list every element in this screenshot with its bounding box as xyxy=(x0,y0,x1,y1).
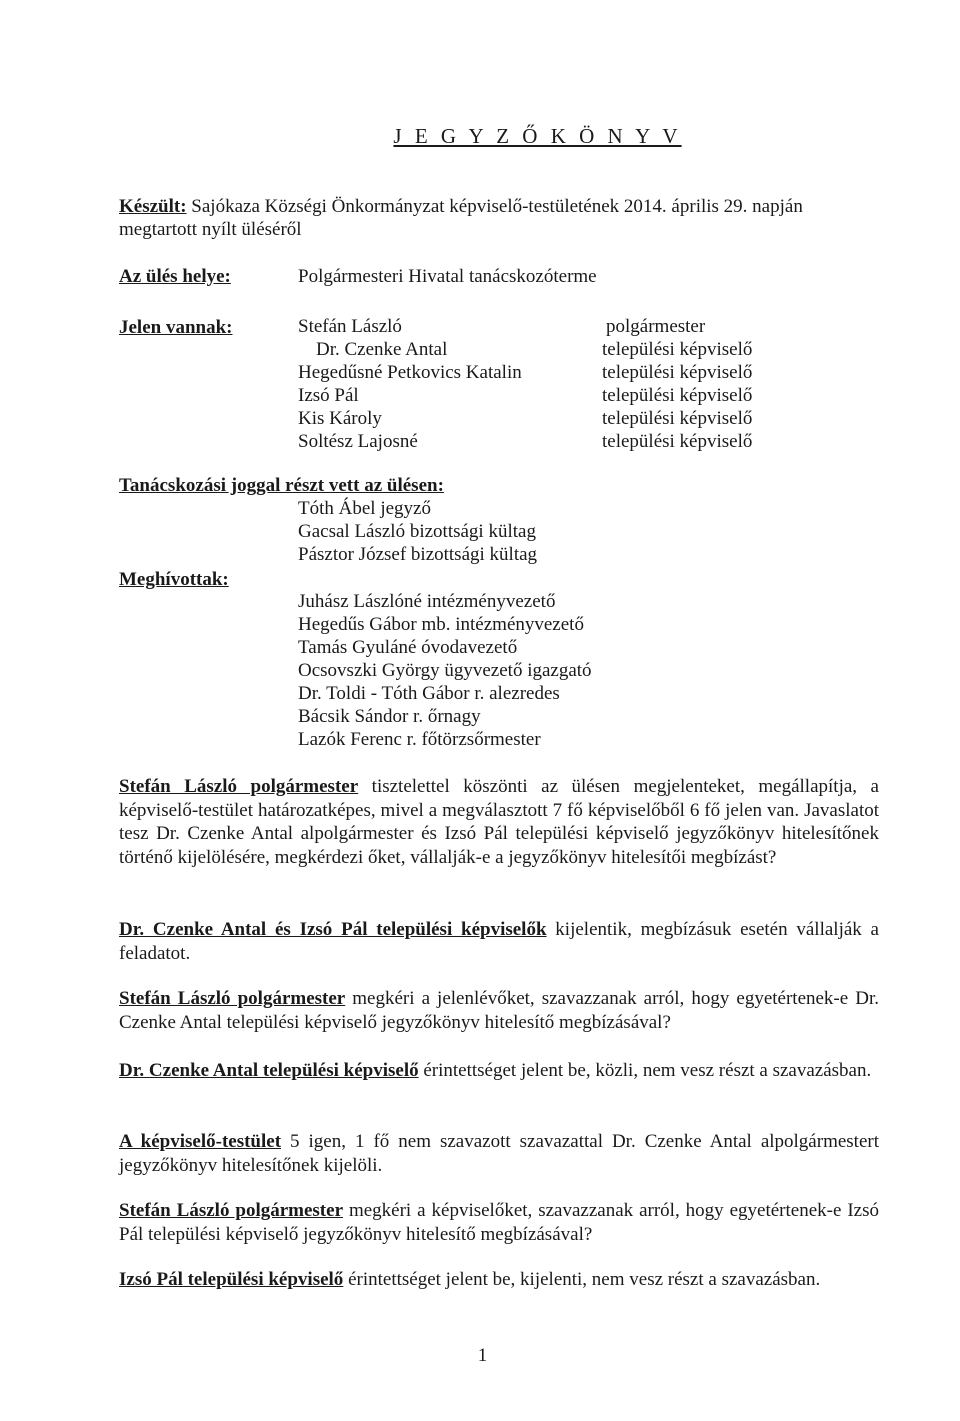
list-item: Tamás Gyuláné óvodavezető xyxy=(298,637,518,658)
jelen-roles xyxy=(602,315,752,453)
jelen-label: Jelen vannak: xyxy=(119,317,233,338)
paragraph xyxy=(119,1059,879,1083)
page-number: 1 xyxy=(477,1345,488,1366)
list-item: Dr. Toldi - Tóth Gábor r. alezredes xyxy=(298,683,560,704)
member-role: települési képviselő xyxy=(602,431,753,452)
speaker: Izsó Pál települési képviselő xyxy=(119,1269,344,1290)
list-item: Juhász Lászlóné intézményvezető xyxy=(298,591,556,612)
speaker: Dr. Czenke Antal és Izsó Pál települési képviselők xyxy=(119,919,547,940)
member-name: Kis Károly xyxy=(298,408,382,429)
speaker: Stefán László polgármester xyxy=(119,1200,344,1221)
list-item: Ocsovszki György ügyvezető igazgató xyxy=(298,660,592,681)
speaker: Dr. Czenke Antal települési képviselő xyxy=(119,1060,419,1081)
paragraph-text: megkéri a képviselőket, szavazzanak arról, hogy egyetértenek-e Izsó Pál települési képviselő jegyzőkönyv hitelesítő megbízásával? xyxy=(119,1200,879,1245)
member-role: települési képviselő xyxy=(602,339,753,360)
jelen-names xyxy=(298,315,522,453)
paragraph xyxy=(119,775,879,869)
speaker: A képviselő-testület xyxy=(119,1131,282,1152)
helye-label: Az ülés helye: xyxy=(119,266,231,287)
list-item: Lazók Ferenc r. főtörzsőrmester xyxy=(298,729,541,750)
member-name: Stefán László xyxy=(298,316,402,337)
list-item: Gacsal László bizottsági kültag xyxy=(298,521,536,542)
paragraph-text: megkéri a jelenlévőket, szavazzanak arról, hogy egyetértenek-e Dr. Czenke Antal települési képviselő jegyzőkönyv hitelesítő megbízásával? xyxy=(119,988,879,1033)
paragraph-text: tisztelettel köszönti az ülésen megjelenteket, megállapítja, a képviselő-testület határozatképes, mivel a megválasztott 7 fő képviselőből 6 fő jelen van. Javaslatot tesz Dr. Czenke Antal alpolgármester és Izsó Pál települési képviselő jegyzőkönyv hitelesítőnek történő kijelölésére, megkérdezi őket, vállalják-e a jegyzőkönyv hitelesítői megbízást? xyxy=(119,776,879,868)
list-item: Hegedűs Gábor mb. intézményvezető xyxy=(298,614,584,635)
member-role: települési képviselő xyxy=(602,362,753,383)
helye-value: Polgármesteri Hivatal tanácskozóterme xyxy=(298,266,597,287)
paragraph xyxy=(119,918,879,965)
paragraph-text: 5 igen, 1 fő nem szavazott szavazattal Dr. Czenke Antal alpolgármestert jegyzőkönyv hitelesítőnek kijelöli. xyxy=(119,1131,879,1176)
keszult-text: Sajókaza Községi Önkormányzat képviselő-testületének 2014. április 29. napján megtartott nyílt üléséről xyxy=(119,196,803,240)
document-title: J E G Y Z Ő K Ö N Y V xyxy=(393,124,682,148)
paragraph xyxy=(119,1130,879,1177)
keszult-label: Készült: xyxy=(119,196,187,217)
paragraph-text: érintettséget jelent be, kijelenti, nem vesz részt a szavazásban. xyxy=(343,1269,821,1290)
member-name: Dr. Czenke Antal xyxy=(316,339,448,360)
member-role: települési képviselő xyxy=(602,385,753,406)
tanacskozasi-list xyxy=(298,497,537,566)
member-role: települési képviselő xyxy=(602,408,753,429)
list-item: Pásztor József bizottsági kültag xyxy=(298,544,538,565)
paragraph xyxy=(119,1199,879,1246)
keszult-block xyxy=(119,195,879,241)
member-name: Hegedűsné Petkovics Katalin xyxy=(298,362,522,383)
list-item: Tóth Ábel jegyző xyxy=(298,498,431,519)
list-item: Bácsik Sándor r. őrnagy xyxy=(298,706,481,727)
tanacskozasi-label: Tanácskozási joggal részt vett az ülésen: xyxy=(119,475,444,496)
speaker: Stefán László polgármester xyxy=(119,988,346,1009)
member-name: Izsó Pál xyxy=(298,385,359,406)
paragraph xyxy=(119,1268,879,1292)
speaker: Stefán László polgármester xyxy=(119,776,359,797)
member-name: Soltész Lajosné xyxy=(298,431,418,452)
paragraph xyxy=(119,987,879,1034)
meghivottak-list xyxy=(298,590,592,751)
paragraph-text: kijelentik, megbízásuk esetén vállalják a feladatot. xyxy=(119,919,879,964)
paragraph-text: érintettséget jelent be, közli, nem vesz részt a szavazásban. xyxy=(418,1060,872,1081)
member-role: polgármester xyxy=(606,316,706,337)
meghivottak-label: Meghívottak: xyxy=(119,569,229,590)
